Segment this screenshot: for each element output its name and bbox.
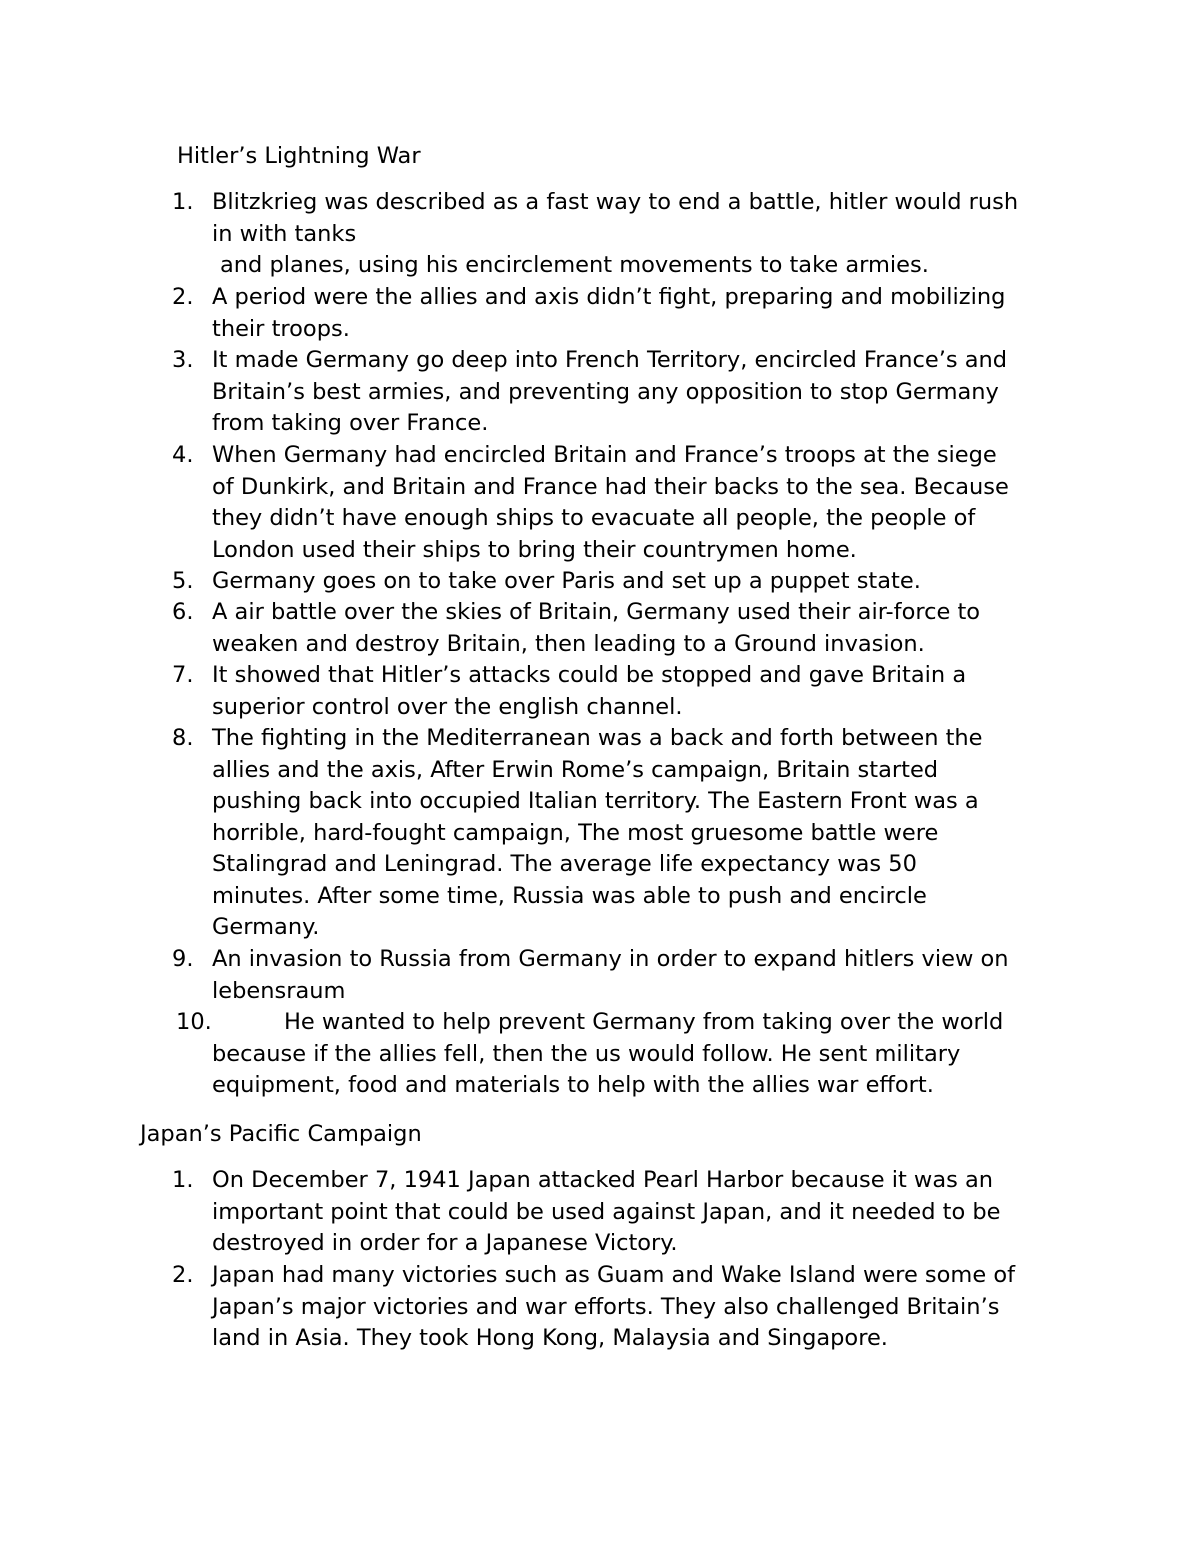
text-line: allies and the axis, After Erwin Rome’s campaign, Britain started [212, 756, 939, 783]
list-number: 1. [172, 1167, 194, 1193]
list-number: 6. [172, 599, 194, 625]
text-line: horrible, hard-fought campaign, The most gruesome battle were [212, 819, 939, 846]
list-number: 3. [172, 347, 194, 373]
text-line: from taking over France. [212, 410, 489, 436]
text-line: important point that could be used against Japan, and it needed to be [212, 1198, 1001, 1225]
list-text [212, 440, 1062, 566]
text-line: destroyed in order for a Japanese Victory. [212, 1230, 678, 1256]
list-number: 9. [172, 946, 194, 972]
text-line: London used their ships to bring their countrymen home. [212, 536, 857, 563]
section-heading-hitlers-lightning-war: Hitler’s Lightning War [177, 143, 421, 169]
text-line: Britain’s best armies, and preventing any opposition to stop Germany [212, 378, 999, 405]
list-text [212, 660, 1062, 723]
list-number: 2. [172, 284, 194, 310]
text-line: minutes. After some time, Russia was able to push and encircle [212, 882, 927, 909]
section-heading-japans-pacific-campaign: Japan’s Pacific Campaign [140, 1121, 422, 1147]
list-text [212, 1260, 1062, 1355]
text-line: It showed that Hitler’s attacks could be stopped and gave Britain a [212, 662, 967, 688]
text-line: On December 7, 1941 Japan attacked Pearl Harbor because it was an [212, 1167, 994, 1193]
text-line: Blitzkrieg was described as a fast way to end a battle, hitler would rush [212, 189, 1019, 215]
list-number: 7. [172, 662, 194, 688]
text-line: their troops. [212, 315, 350, 342]
list-number: 8. [172, 725, 194, 751]
list-number: 5. [172, 568, 194, 594]
text-line: equipment, food and materials to help with the allies war effort. [212, 1072, 934, 1098]
list-number: 1. [172, 189, 194, 215]
list-text [212, 1007, 1062, 1102]
text-line: He wanted to help prevent Germany from taking over the world [284, 1009, 1004, 1035]
text-line: they didn’t have enough ships to evacuate all people, the people of [212, 505, 976, 531]
text-line: because if the allies fell, then the us would follow. He sent military [212, 1040, 961, 1067]
list-text [212, 345, 1062, 440]
text-line: Stalingrad and Leningrad. The average life expectancy was 50 [212, 851, 917, 877]
text-line: superior control over the english channel. [212, 693, 683, 720]
text-line: land in Asia. They took Hong Kong, Malaysia and Singapore. [212, 1325, 888, 1351]
text-line: Germany goes on to take over Paris and set up a puppet state. [212, 568, 921, 594]
text-line: of Dunkirk, and Britain and France had their backs to the sea. Because [212, 473, 1009, 500]
list-number: 2. [172, 1262, 194, 1288]
text-line: Japan’s major victories and war efforts. They also challenged Britain’s [212, 1293, 1000, 1320]
list-text [212, 566, 1062, 598]
text-line: weaken and destroy Britain, then leading to a Ground invasion. [212, 630, 925, 657]
text-line: Japan had many victories such as Guam and Wake Island were some of [212, 1262, 1016, 1288]
list-text [212, 1165, 1062, 1260]
text-line: and planes, using his encirclement movements to take armies. [220, 252, 929, 278]
list-number: 10. [176, 1009, 212, 1035]
text-line: An invasion to Russia from Germany in order to expand hitlers view on [212, 946, 1009, 972]
text-line: Germany. [212, 914, 320, 940]
text-line: When Germany had encircled Britain and France’s troops at the siege [212, 442, 997, 468]
list-text [212, 597, 1062, 660]
text-line: A air battle over the skies of Britain, Germany used their air-force to [212, 599, 981, 625]
text-line: pushing back into occupied Italian territory. The Eastern Front was a [212, 788, 979, 814]
text-line: in with tanks [212, 220, 357, 247]
list-text [212, 723, 1062, 944]
list-text [212, 282, 1062, 345]
list-text [212, 187, 1062, 282]
text-line: lebensraum [212, 977, 346, 1004]
text-line: It made Germany go deep into French Territory, encircled France’s and [212, 347, 1008, 373]
text-line: The fighting in the Mediterranean was a back and forth between the [212, 725, 983, 751]
list-text [212, 944, 1062, 1007]
text-line: A period were the allies and axis didn’t fight, preparing and mobilizing [212, 284, 1006, 310]
list-number: 4. [172, 442, 194, 468]
